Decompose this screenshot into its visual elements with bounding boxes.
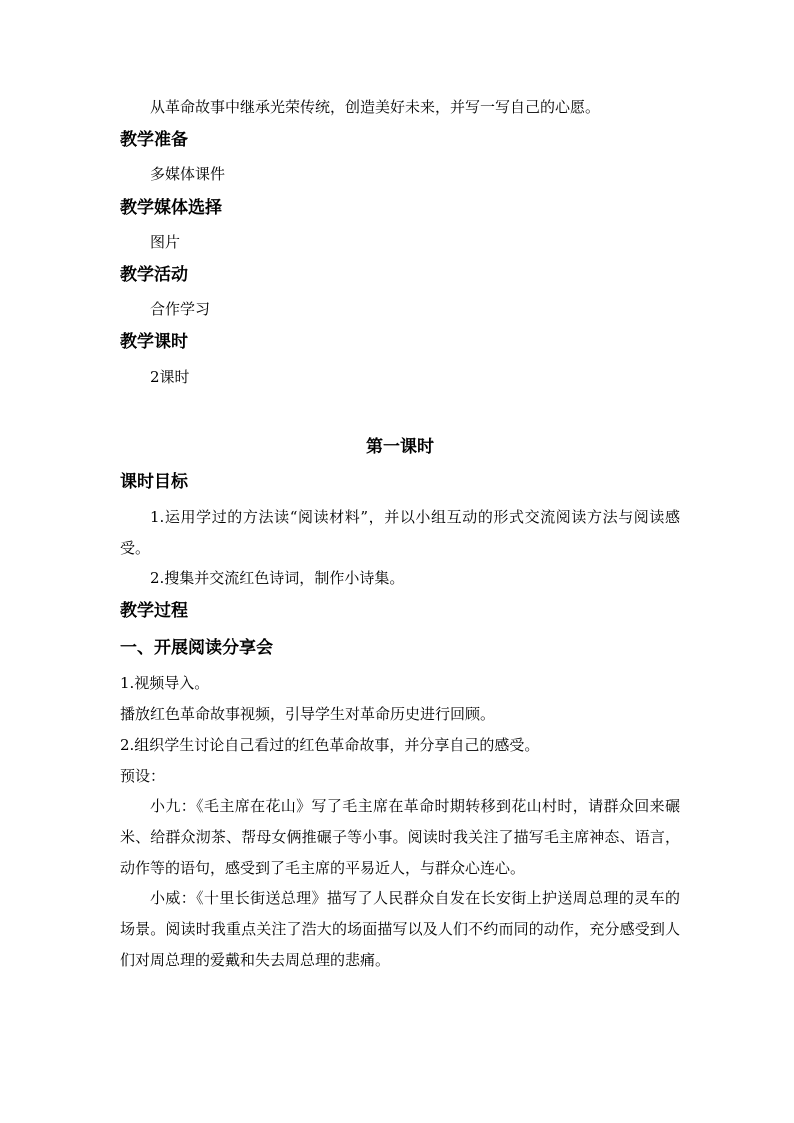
preset-label: 预设： <box>120 767 166 785</box>
step1-desc: 播放红色革命故事视频，引导学生对革命历史进行回顾。 <box>120 705 496 723</box>
activity-text: 合作学习 <box>150 300 211 318</box>
step1: 1.视频导入。 <box>120 674 210 692</box>
lesson-title: 第一课时 <box>366 437 434 457</box>
hours-heading: 教学课时 <box>120 332 188 352</box>
media-text: 图片 <box>150 233 181 251</box>
step2: 2.组织学生讨论自己看过的红色革命故事，并分享自己的感受。 <box>120 736 540 754</box>
media-heading: 教学媒体选择 <box>120 198 222 218</box>
preset-paragraph-1: 小九：《毛主席在花山》写了毛主席在革命时期转移到花山村时，请群众回来碾米、给群众沏茶、帮母女俩推碾子等小事。阅读时我关注了描写毛主席神态、语言，动作等的语句，感受到了毛主席的平易近人，与群众心连心。 <box>120 797 680 877</box>
section1-heading: 一、开展阅读分享会 <box>120 638 273 658</box>
process-heading: 教学过程 <box>120 601 188 621</box>
lesson-goal-1: 1.运用学过的方法读“阅读材料”，并以小组互动的形式交流阅读方法与阅读感受。 <box>120 508 680 557</box>
lesson-goal-heading: 课时目标 <box>120 472 188 492</box>
activity-heading: 教学活动 <box>120 265 188 285</box>
prep-heading: 教学准备 <box>120 130 188 150</box>
lesson-goal-2: 2.搜集并交流红色诗词，制作小诗集。 <box>150 569 405 587</box>
goal-line-3: 从革命故事中继承光荣传统，创造美好未来，并写一写自己的心愿。 <box>150 98 601 116</box>
prep-text: 多媒体课件 <box>150 165 226 183</box>
preset-paragraph-2: 小威：《十里长街送总理》描写了人民群众自发在长安街上护送周总理的灵车的场景。阅读时我重点关注了浩大的场面描写以及人们不约而同的动作，充分感受到人们对周总理的爱戴和失去周总理的悲痛。 <box>120 889 680 969</box>
hours-text: 2课时 <box>150 368 190 386</box>
